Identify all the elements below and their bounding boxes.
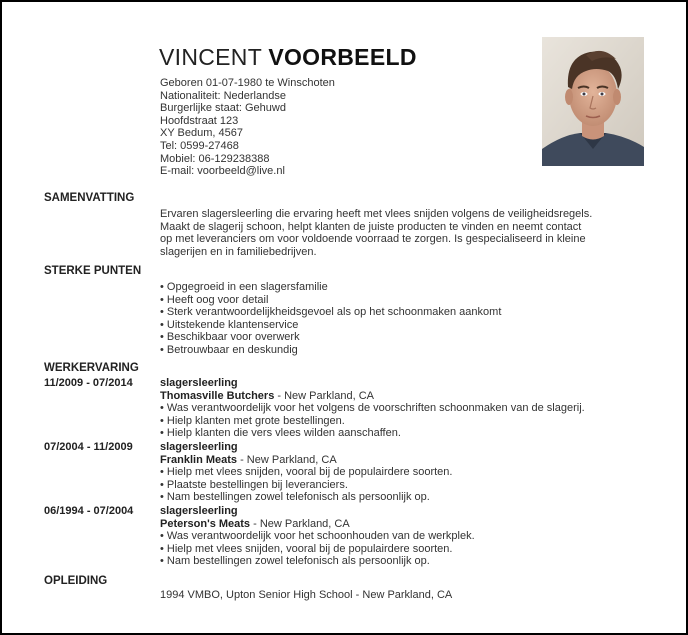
job-entry xyxy=(160,377,660,440)
job-title: slagersleerling xyxy=(160,505,238,517)
list-item: • Hielp met vlees snijden, vooral bij de populairdere soorten. xyxy=(160,466,453,479)
summary-line: Maakt de slagerij schoon, helpt klanten de juiste producten te vinden en neemt contact xyxy=(160,220,582,233)
strengths-list xyxy=(160,281,640,357)
list-item: • Sterk verantwoordelijkheidsgevoel als op het schoonmaken aankomt xyxy=(160,306,502,319)
portrait-image xyxy=(542,37,644,166)
job-employer xyxy=(160,518,660,531)
job-dates: 11/2009 - 07/2014 xyxy=(44,377,133,389)
job-title: slagersleerling xyxy=(160,441,238,453)
job-entry xyxy=(160,505,660,568)
list-item: • Hielp klanten met grote bestellingen. xyxy=(160,414,345,427)
section-title-experience: WERKERVARING xyxy=(44,362,139,374)
employer-location: - New Parkland, CA xyxy=(237,453,337,466)
job-dates: 07/2004 - 11/2009 xyxy=(44,441,133,453)
contact-line: Tel: 0599-27468 xyxy=(160,139,239,152)
first-name: VINCENT xyxy=(159,44,262,70)
job-employer xyxy=(160,454,660,467)
contact-line: E-mail: voorbeeld@live.nl xyxy=(160,165,285,178)
summary-line: op met leveranciers om voor voldoende voorraad te zorgen. Is gespecialiseerd in kleine xyxy=(160,233,586,246)
summary-text xyxy=(160,208,640,258)
contact-line: XY Bedum, 4567 xyxy=(160,127,243,140)
contact-line: Geboren 01-07-1980 te Winschoten xyxy=(160,77,335,89)
list-item: • Beschikbaar voor overwerk xyxy=(160,331,300,344)
profile-photo xyxy=(542,37,644,166)
contact-line: Nationaliteit: Nederlandse xyxy=(160,89,286,102)
job-entry xyxy=(160,441,660,504)
list-item: • Plaatste bestellingen bij leveranciers. xyxy=(160,478,348,491)
education-entry: 1994 VMBO, Upton Senior High School - New Parkland, CA xyxy=(160,589,453,601)
employer-name: Franklin Meats xyxy=(160,453,238,466)
job-employer xyxy=(160,390,660,403)
list-item: • Opgegroeid in een slagersfamilie xyxy=(160,281,328,293)
list-item: • Was verantwoordelijk voor het schoonhouden van de werkplek. xyxy=(160,530,475,543)
list-item: • Uitstekende klantenservice xyxy=(160,318,299,331)
section-title-summary: SAMENVATTING xyxy=(44,192,135,204)
section-title-education: OPLEIDING xyxy=(44,575,108,587)
job-title: slagersleerling xyxy=(160,377,238,389)
list-item: • Nam bestellingen zowel telefonisch als persoonlijk op. xyxy=(160,555,430,568)
list-item: • Hielp met vlees snijden, vooral bij de populairdere soorten. xyxy=(160,542,453,555)
section-title-strengths: STERKE PUNTEN xyxy=(44,265,142,277)
list-item: • Was verantwoordelijk voor het volgens de voorschriften schoonmaken van de slagerij. xyxy=(160,402,585,415)
employer-location: - New Parkland, CA xyxy=(274,389,374,402)
job-dates: 06/1994 - 07/2004 xyxy=(44,505,134,517)
employer-location: - New Parkland, CA xyxy=(250,517,350,530)
summary-line: Ervaren slagersleerling die ervaring heeft met vlees snijden volgens de veiligheidsregels. xyxy=(160,208,593,220)
contact-details xyxy=(160,77,520,178)
list-item: • Betrouwbaar en deskundig xyxy=(160,343,298,356)
last-name: VOORBEELD xyxy=(268,44,417,70)
contact-line: Mobiel: 06-129238388 xyxy=(160,152,270,165)
contact-line: Hoofdstraat 123 xyxy=(160,114,239,127)
list-item: • Nam bestellingen zowel telefonisch als persoonlijk op. xyxy=(160,491,430,504)
candidate-name xyxy=(159,44,417,70)
employer-name: Peterson's Meats xyxy=(160,517,251,530)
summary-line: slagerijen en in familiebedrijven. xyxy=(160,245,317,258)
list-item: • Hielp klanten die vers vlees wilden aanschaffen. xyxy=(160,427,401,440)
employer-name: Thomasville Butchers xyxy=(160,389,275,402)
list-item: • Heeft oog voor detail xyxy=(160,293,269,306)
contact-line: Burgerlijke staat: Gehuwd xyxy=(160,102,286,115)
